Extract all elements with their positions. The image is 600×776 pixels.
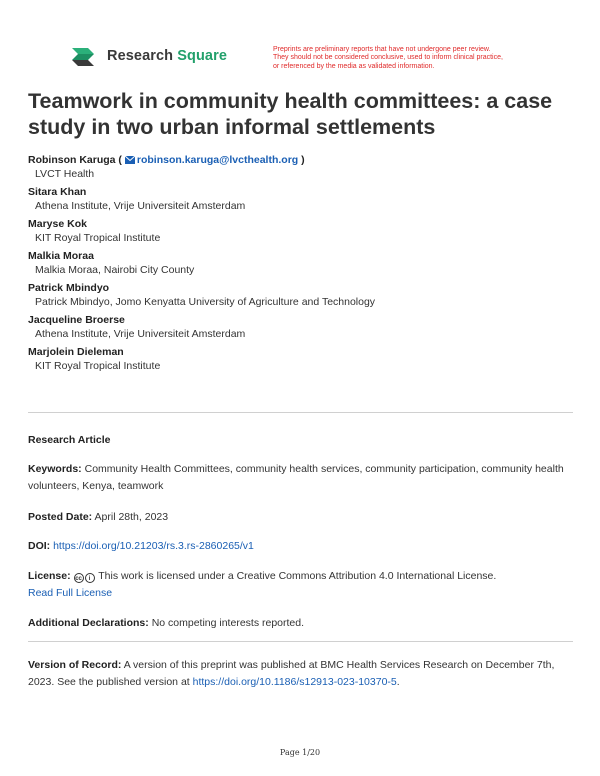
posted-label: Posted Date: xyxy=(28,511,93,523)
version-value: A version of this preprint was published at BMC Health Services Research on December 7th, 2023. See the published version at xyxy=(28,659,555,688)
keywords-label: Keywords: xyxy=(28,463,82,475)
posted-date xyxy=(28,509,573,526)
research-square-logo-icon xyxy=(72,44,100,68)
version-label: Version of Record: xyxy=(28,659,122,671)
doi xyxy=(28,538,573,555)
author-name: Patrick Mbindyo xyxy=(28,282,110,294)
research-square-logo[interactable] xyxy=(72,44,227,68)
article-type: Research Article xyxy=(28,434,111,446)
version-end: . xyxy=(396,676,400,688)
additional-declarations xyxy=(28,615,573,632)
author-list xyxy=(28,153,578,377)
author-entry xyxy=(28,217,578,246)
author-affiliation: Malkia Moraa, Nairobi City County xyxy=(35,264,195,276)
author-name: Malkia Moraa xyxy=(28,250,94,262)
doi-label: DOI: xyxy=(28,540,51,552)
declarations-label: Additional Declarations: xyxy=(28,617,149,629)
declarations-value: No competing interests reported. xyxy=(151,617,305,629)
author-name: Sitara Khan xyxy=(28,186,87,198)
author-email-link[interactable]: robinson.karuga@lvcthealth.org xyxy=(125,154,298,166)
posted-value: April 28th, 2023 xyxy=(94,511,169,523)
author-affiliation: Patrick Mbindyo, Jomo Kenyatta University of Agriculture and Technology xyxy=(35,296,376,308)
page-number: Page 1/20 xyxy=(279,748,321,757)
page-header xyxy=(72,44,532,78)
author-entry xyxy=(28,185,578,214)
author-affiliation: Athena Institute, Vrije Universiteit Amsterdam xyxy=(35,200,246,212)
disclaimer-line: Preprints are preliminary reports that have not undergone peer review. xyxy=(273,46,491,53)
read-full-license-link[interactable]: Read Full License xyxy=(28,587,113,599)
logo-text: Research Square xyxy=(107,48,227,64)
license-value: This work is licensed under a Creative Commons Attribution 4.0 International License. xyxy=(98,570,497,582)
author-affiliation: KIT Royal Tropical Institute xyxy=(35,232,161,244)
author-entry xyxy=(28,313,578,342)
divider xyxy=(28,412,573,413)
author-name: Robinson Karuga ( robinson.karuga@lvcthealth.org ) xyxy=(28,154,305,166)
author-entry xyxy=(28,281,578,310)
author-entry xyxy=(28,249,578,278)
cc-icon: cc xyxy=(74,573,84,583)
license-label: License: xyxy=(28,570,71,582)
author-affiliation: LVCT Health xyxy=(35,168,95,180)
version-of-record xyxy=(28,657,573,691)
author-name: Maryse Kok xyxy=(28,218,87,230)
keywords-value: Community Health Committees, community health services, community participation, community health volunteers, Kenya, teamwork xyxy=(28,463,564,492)
author-entry xyxy=(28,345,578,374)
disclaimer-line: or referenced by the media as validated information. xyxy=(273,62,435,70)
disclaimer-line: They should not be considered conclusive, used to inform clinical practice, xyxy=(273,54,503,62)
cc-by-icon: i xyxy=(85,573,95,583)
author-affiliation: KIT Royal Tropical Institute xyxy=(35,360,161,372)
preprint-disclaimer xyxy=(273,46,543,71)
license xyxy=(28,568,573,602)
published-version-link[interactable]: https://doi.org/10.1186/s12913-023-10370-5 xyxy=(192,676,397,688)
author-name: Marjolein Dieleman xyxy=(28,346,124,358)
doi-link[interactable]: https://doi.org/10.21203/rs.3.rs-2860265/v1 xyxy=(53,540,254,552)
author-affiliation: Athena Institute, Vrije Universiteit Amsterdam xyxy=(35,328,246,340)
keywords xyxy=(28,461,573,495)
author-name: Jacqueline Broerse xyxy=(28,314,125,326)
paper-title: Teamwork in community health committees: a case study in two urban informal settlements xyxy=(28,89,553,139)
mail-icon xyxy=(125,156,135,164)
divider xyxy=(28,641,573,642)
author-entry xyxy=(28,153,578,182)
